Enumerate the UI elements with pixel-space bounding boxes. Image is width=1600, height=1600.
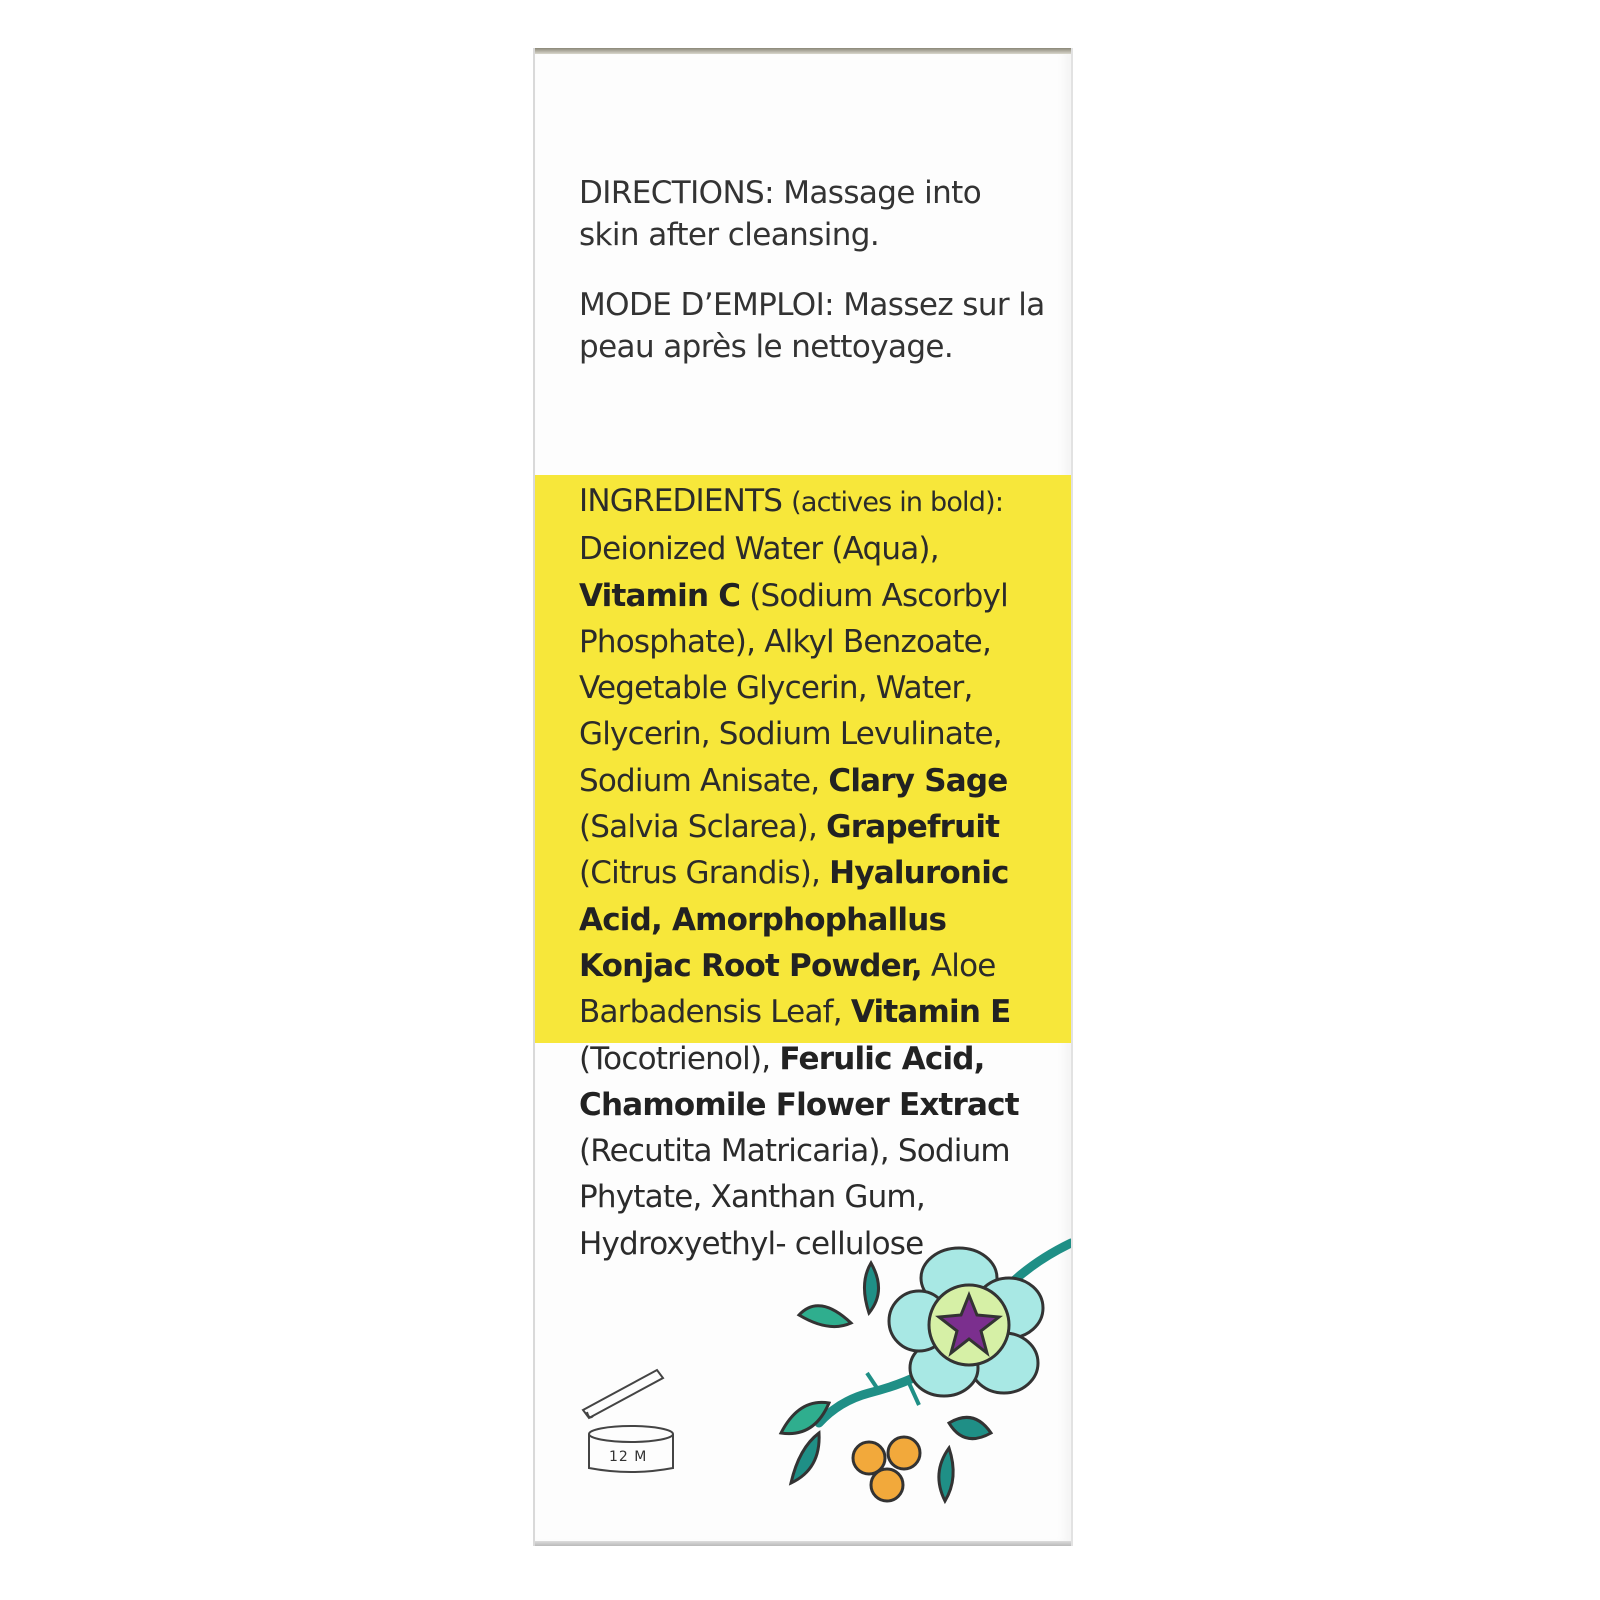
ingredients-note: (actives in bold):	[791, 487, 1004, 518]
box-bottom-edge	[535, 1541, 1071, 1546]
ingredient-active: Hyaluronic Acid, Amorphophallus Konjac Root Powder,	[579, 855, 1009, 984]
pao-symbol	[579, 1364, 679, 1474]
mode-emploi-text	[579, 284, 1049, 368]
ingredient: (Sodium Ascorbyl Phosphate),	[579, 577, 1008, 660]
ingredient: Aloe Barbadensis Leaf,	[579, 947, 996, 1031]
ingredients-list	[579, 478, 1049, 1267]
directions-text	[579, 172, 1049, 256]
ingredient: Alkyl Benzoate, Vegetable Glycerin, Water, Glycerin, Sodium Levulinate, Sodium Anisate,	[579, 623, 1002, 799]
pao-label: 12 M	[609, 1449, 648, 1465]
directions-body: Massage into skin after cleansing.	[579, 175, 982, 253]
mode-emploi-body: Massez sur la peau après le nettoyage.	[579, 287, 1045, 365]
mode-emploi-label: MODE D’EMPLOI:	[579, 287, 834, 323]
ingredient: (Tocotrienol),	[579, 1040, 771, 1077]
ingredients-heading: INGREDIENTS	[579, 483, 783, 519]
ingredient-active: Vitamin E	[850, 994, 1011, 1031]
flower-branch-icon	[759, 1233, 1071, 1513]
ingredient-active: Ferulic Acid, Chamomile Flower Extract	[579, 1040, 1019, 1123]
ingredient-active: Vitamin C	[579, 577, 741, 614]
ingredient: (Recutita Matricaria), Sodium Phytate, Xanthan Gum, Hydroxyethyl- cellulose	[579, 1133, 1010, 1262]
ingredient: (Salvia Sclarea),	[579, 809, 818, 846]
ingredient: (Citrus Grandis),	[579, 855, 821, 892]
directions-label: DIRECTIONS:	[579, 175, 774, 211]
ingredient-active: Grapefruit	[826, 809, 1000, 846]
product-box	[533, 48, 1073, 1546]
ingredient: Deionized Water (Aqua),	[579, 531, 939, 568]
ingredient-active: Clary Sage	[828, 762, 1008, 799]
box-top-edge	[535, 48, 1071, 54]
